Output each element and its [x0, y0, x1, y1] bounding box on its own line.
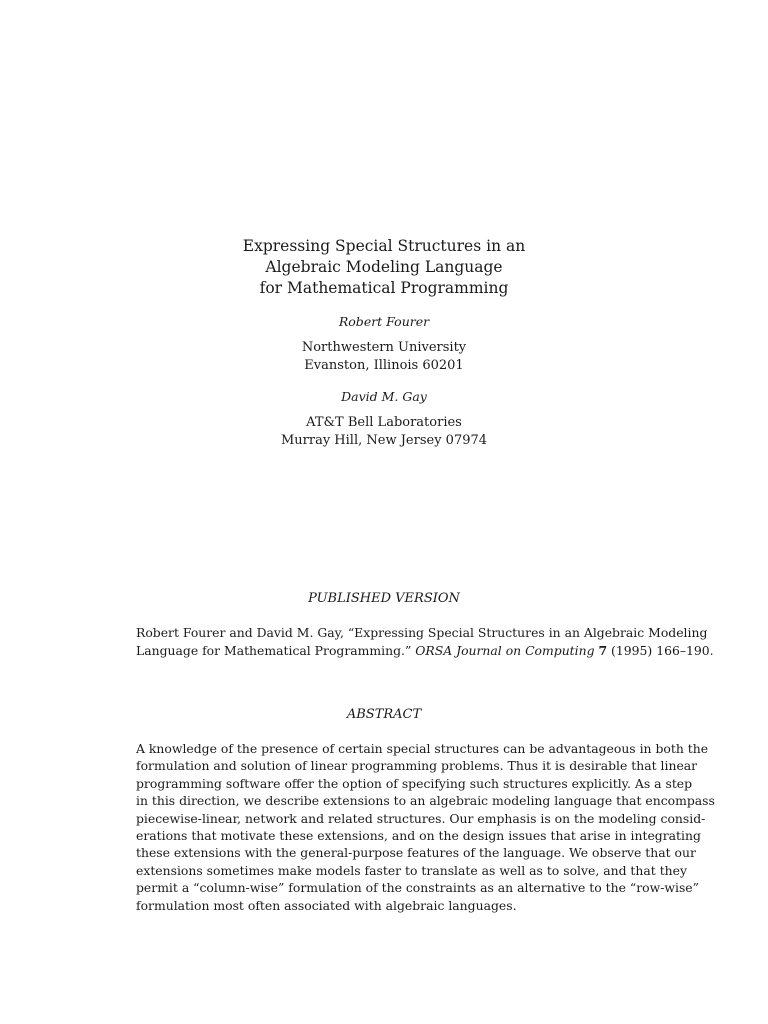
affiliation-line: Evanston, Illinois 60201 [304, 358, 464, 373]
journal-name: ORSA Journal on Computing [415, 642, 595, 658]
journal-volume: 7 [598, 642, 608, 658]
affiliation-line: Murray Hill, New Jersey 07974 [280, 433, 488, 448]
citation [136, 624, 714, 659]
citation-line: Robert Fourer and David M. Gay, “Expressing Special Structures in an Algebraic Modeling [136, 625, 708, 640]
abstract-line: permit a “column-wise” formulation of the constraints as an alternative to the “row-wise” [136, 880, 699, 896]
author-name: Robert Fourer [338, 314, 430, 329]
title-line: Algebraic Modeling Language [265, 258, 503, 276]
abstract-body [136, 740, 715, 914]
author-name: David M. Gay [341, 389, 427, 404]
citation-line [136, 642, 714, 660]
citation-text: Language for Mathematical Programming.” [136, 642, 416, 658]
abstract-line: A knowledge of the presence of certain special structures can be advantageous in both the [136, 741, 709, 756]
paper-title [0, 236, 768, 299]
citation-pages: (1995) 166–190. [607, 642, 714, 658]
abstract-line: piecewise-linear, network and related structures. Our emphasis is on the modeling consid- [136, 810, 706, 826]
abstract-line: erations that motivate these extensions, and on the design issues that arise in integrating [136, 828, 701, 844]
abstract-line: these extensions with the general-purpose features of the language. We observe that our [136, 845, 696, 861]
title-line: for Mathematical Programming [259, 279, 509, 297]
abstract-line: formulation most often associated with algebraic languages. [136, 897, 517, 913]
published-version-heading: PUBLISHED VERSION [308, 591, 460, 606]
abstract-line: programming software offer the option of specifying such structures explicitly. As a step [136, 775, 693, 791]
abstract-heading: ABSTRACT [346, 707, 422, 722]
abstract-line: formulation and solution of linear programming problems. Thus it is desirable that linear [136, 758, 698, 774]
affiliation-line: Northwestern University [301, 340, 467, 355]
author-affiliation [0, 339, 768, 375]
abstract-line: in this direction, we describe extensions to an algebraic modeling language that encompass [136, 793, 715, 809]
affiliation-line: AT&T Bell Laboratories [306, 415, 462, 430]
author-affiliation [0, 414, 768, 450]
title-line: Expressing Special Structures in an [242, 237, 526, 255]
abstract-line: extensions sometimes make models faster to translate as well as to solve, and that they [136, 862, 687, 878]
